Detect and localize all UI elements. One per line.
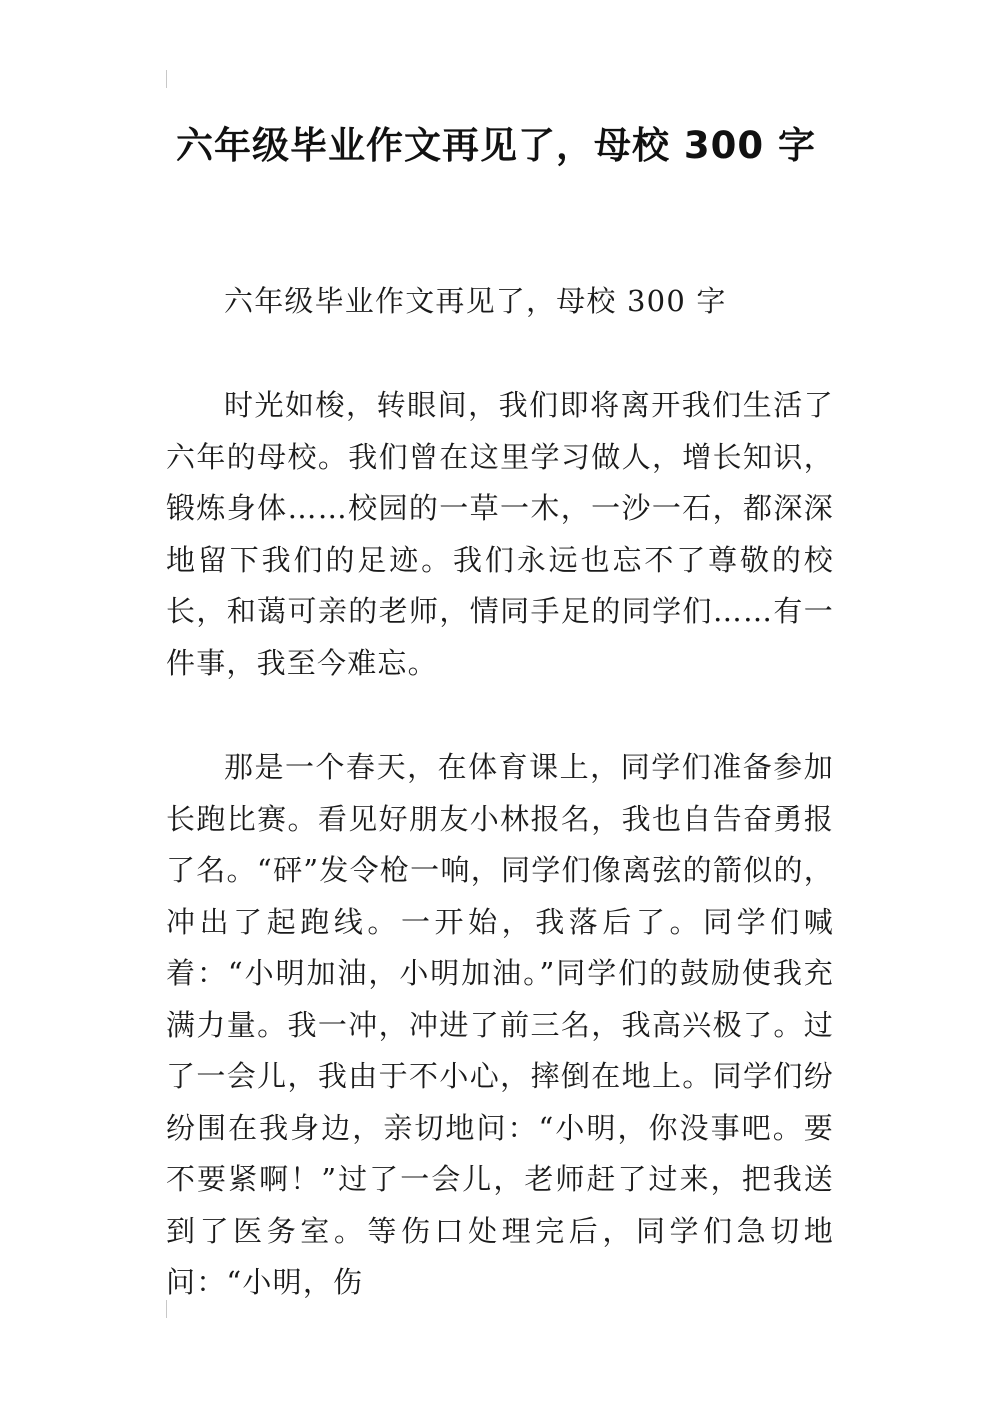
article-subtitle: 六年级毕业作文再见了，母校 300 字 [224,284,727,318]
page-title: 六年级毕业作文再见了，母校 300 字 [176,124,816,167]
paragraph-text: 时光如梭，转眼间，我们即将离开我们生活了六年的母校。我们曾在这里学习做人，增长知识，锻炼身体……校园的一草一木，一沙一石，都深深地留下我们的足迹。我们永远也忘不了尊敬的校长，和蔼可亲的老师，情同手足的同学们……有一件事，我至今难忘。 [166,388,834,680]
paragraph-1 [166,380,834,689]
crop-mark-bottom [166,1300,167,1318]
paragraph-text: 那是一个春天，在体育课上，同学们准备参加长跑比赛。看见好朋友小林报名，我也自告奋勇报了名。“砰”发令枪一响，同学们像离弦的箭似的，冲出了起跑线。一开始，我落后了。同学们喊着：“小明加油，小明加油。”同学们的鼓励使我充满力量。我一冲，冲进了前三名，我高兴极了。过了一会儿，我由于不小心，摔倒在地上。同学们纷纷围在我身边，亲切地问：“小明，你没事吧。要不要紧啊！”过了一会儿，老师赶了过来，把我送到了医务室。等伤口处理完后，同学们急切地问：“小明，伤 [166,750,834,1299]
crop-mark-top [166,70,167,88]
paragraph-2 [166,742,834,1309]
